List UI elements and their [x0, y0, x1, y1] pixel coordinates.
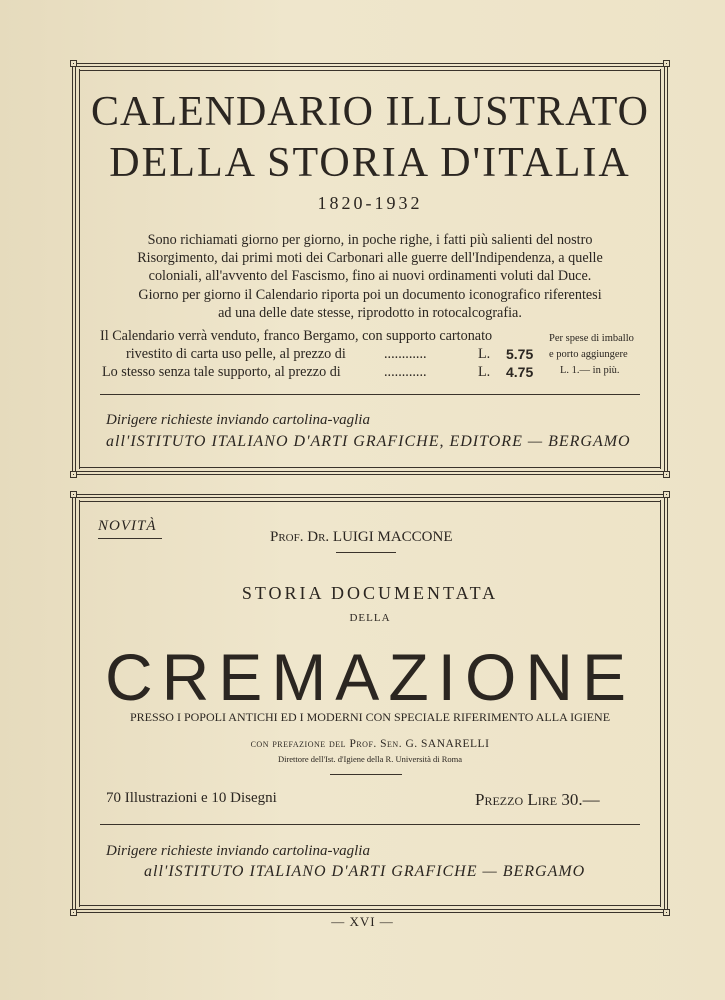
price-line-2: rivestito di carta uso pelle, al prezzo di: [126, 346, 346, 362]
divider: [336, 552, 396, 553]
preface-credit: con prefazione del Prof. Sen. G. SANARELLI: [250, 738, 490, 750]
description-line: Giorno per giorno il Calendario riporta poi un documento iconografico riferentesi: [138, 286, 602, 303]
shipping-note-line1: Per spese di imballo: [549, 333, 634, 344]
corner-ornament: [70, 491, 77, 498]
description-line: ad una delle date stesse, riprodotto in rotocalcografia.: [218, 304, 522, 321]
frame-line: [79, 501, 661, 502]
frame-line: [72, 474, 668, 475]
frame-line: [72, 909, 668, 910]
shipping-note-line2: e porto aggiungere: [549, 349, 628, 360]
description-line: coloniali, all'avvento del Fascismo, fino ai nuovi ordinamenti voluti dal Duce.: [148, 268, 592, 285]
calendar-years: 1820-1932: [317, 193, 423, 213]
publisher-address: all'ISTITUTO ITALIANO D'ARTI GRAFICHE — BERGAMO: [144, 863, 586, 880]
page-number: — XVI —: [331, 914, 394, 929]
frame-line: [72, 471, 668, 472]
description-line: Risorgimento, dai primi moti dei Carbonari alle guerre dell'Indipendenza, a quelle: [137, 250, 603, 267]
price-currency: L.: [478, 364, 491, 380]
price-dots: ............: [384, 364, 427, 380]
price-value-with-support: 5.75: [506, 346, 534, 362]
calendar-description: [72, 231, 668, 322]
divider: [100, 824, 640, 825]
description-line: Sono richiamati giorno per giorno, in poche righe, i fatti più salienti del nostro: [147, 232, 593, 248]
price-line-3: Lo stesso senza tale supporto, al prezzo di: [102, 364, 341, 380]
price-currency: L.: [478, 346, 491, 362]
calendar-title-line2: DELLA STORIA D'ITALIA: [109, 140, 631, 186]
frame-line: [72, 912, 668, 913]
novita-label: NOVITÀ: [98, 518, 157, 534]
frame-line: [72, 66, 668, 67]
calendar-title-line1: CALENDARIO ILLUSTRATO: [90, 89, 650, 135]
frame-line: [79, 70, 661, 71]
book-price: Prezzo Lire 30.—: [475, 790, 600, 809]
book-title-main: CREMAZIONE: [104, 640, 636, 714]
publisher-address: all'ISTITUTO ITALIANO D'ARTI GRAFICHE, EDITORE — BERGAMO: [106, 433, 631, 450]
price-value-without-support: 4.75: [506, 364, 534, 380]
calendar-advertisement: [72, 63, 668, 475]
price-dots: ............: [384, 346, 427, 362]
frame-line: [79, 467, 661, 468]
book-subtitle: PRESSO I POPOLI ANTICHI ED I MODERNI CON SPECIALE RIFERIMENTO ALLA IGIENE: [129, 710, 611, 724]
author-name: Prof. Dr. LUIGI MACCONE: [270, 529, 453, 545]
order-instructions: Dirigere richieste inviando cartolina-vaglia: [106, 843, 370, 859]
cremazione-advertisement: [72, 494, 668, 913]
illustrations-count: 70 Illustrazioni e 10 Disegni: [106, 790, 277, 806]
divider: [330, 774, 402, 775]
novita-underline: [98, 538, 162, 539]
shipping-note-line3: L. 1.— in più.: [560, 365, 620, 376]
frame-line: [72, 63, 668, 64]
book-title-top: STORIA DOCUMENTATA: [241, 583, 499, 603]
frame-line: [72, 494, 668, 495]
frame-line: [72, 497, 668, 498]
corner-ornament: [70, 471, 77, 478]
book-title-della: DELLA: [349, 612, 391, 624]
corner-ornament: [663, 60, 670, 67]
order-instructions: Dirigere richieste inviando cartolina-vaglia: [106, 412, 370, 428]
price-line-1: Il Calendario verrà venduto, franco Bergamo, con supporto cartonato: [100, 328, 493, 344]
frame-line: [79, 905, 661, 906]
corner-ornament: [663, 471, 670, 478]
divider: [100, 394, 640, 395]
preface-role: Direttore dell'Ist. d'Igiene della R. Università di Roma: [277, 754, 463, 764]
corner-ornament: [663, 491, 670, 498]
corner-ornament: [70, 60, 77, 67]
